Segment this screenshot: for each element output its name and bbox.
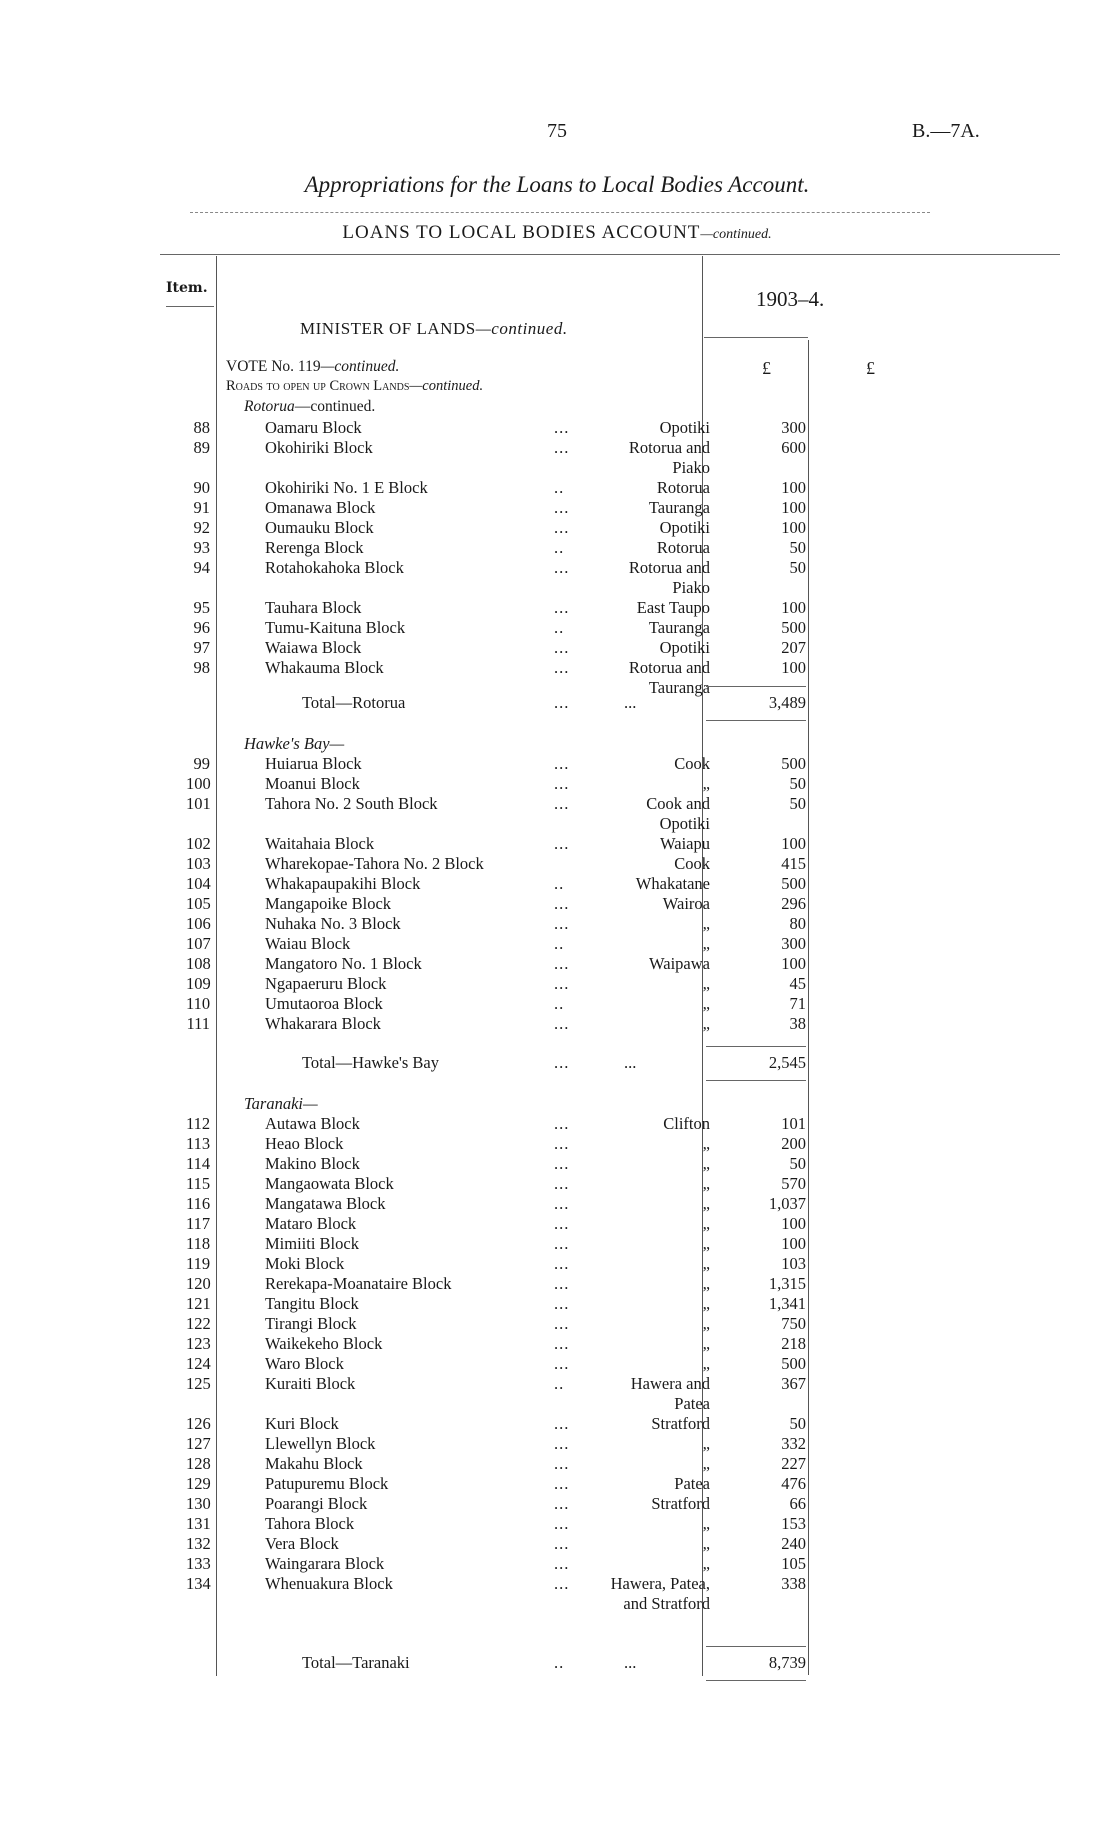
item-number: 134: [186, 1574, 211, 1593]
leader-dots: ...: [554, 1574, 570, 1593]
leader-dots: ...: [554, 774, 570, 793]
item-number: 93: [193, 538, 210, 557]
total-leader-dots-2: ...: [624, 1053, 637, 1072]
leader-dots: ...: [554, 954, 570, 973]
leader-dots: ..: [554, 994, 565, 1013]
district-name: „: [702, 1254, 710, 1273]
amount-value: 100: [781, 498, 806, 517]
leader-dots: ...: [554, 1274, 570, 1293]
leader-dots: ...: [554, 754, 570, 773]
amount-value: 38: [789, 1014, 806, 1033]
amount-value: 103: [781, 1254, 806, 1273]
item-number: 99: [193, 754, 210, 773]
amount-value: 71: [789, 994, 806, 1013]
block-name: Vera Block: [265, 1534, 339, 1553]
district-name: „: [702, 1434, 710, 1453]
amount-value: 80: [789, 914, 806, 933]
total-leader-dots: ...: [554, 693, 570, 712]
district-name: Rotorua and: [628, 438, 710, 457]
district-name: „: [702, 1274, 710, 1293]
leader-dots: ..: [554, 618, 565, 637]
block-name: Kuri Block: [265, 1414, 339, 1433]
amount-value: 1,037: [768, 1194, 806, 1213]
leader-dots: ...: [554, 1154, 570, 1173]
block-name: Makahu Block: [265, 1454, 363, 1473]
item-number: 113: [186, 1134, 211, 1153]
leader-dots: ...: [554, 598, 570, 617]
district-name: „: [702, 1454, 710, 1473]
district-name: „: [702, 1194, 710, 1213]
block-name: Mangaowata Block: [265, 1174, 394, 1193]
leader-dots: ...: [554, 658, 570, 677]
item-number: 103: [186, 854, 211, 873]
district-name: Rotorua: [656, 538, 710, 557]
district-name: „: [702, 1014, 710, 1033]
total-label: Total—Rotorua: [302, 693, 406, 712]
amount-value: 476: [781, 1474, 806, 1493]
total-label: Total—Hawke's Bay: [302, 1053, 439, 1072]
item-number: 101: [186, 794, 211, 813]
leader-dots: ...: [554, 1294, 570, 1313]
amount-value: 227: [781, 1454, 806, 1473]
table-top-rule: [160, 254, 1060, 255]
district-name: „: [702, 914, 710, 933]
year-header: 1903–4.: [756, 287, 825, 311]
total-rule-hawkes-bay: [706, 1080, 806, 1081]
block-name: Mimiiti Block: [265, 1234, 359, 1253]
leader-dots: ...: [554, 914, 570, 933]
leader-dots: ...: [554, 974, 570, 993]
block-name: Omanawa Block: [265, 498, 376, 517]
block-name: Okohiriki No. 1 E Block: [265, 478, 428, 497]
amount-value: 101: [781, 1114, 806, 1133]
item-number: 97: [193, 638, 210, 657]
block-name: Whakarara Block: [265, 1014, 381, 1033]
leader-dots: ..: [554, 538, 565, 557]
item-number: 132: [186, 1534, 211, 1553]
document-reference: B.—7A.: [912, 120, 980, 142]
leader-dots: ...: [554, 1534, 570, 1553]
block-name: Nuhaka No. 3 Block: [265, 914, 401, 933]
block-name: Rerenga Block: [265, 538, 364, 557]
leader-dots: ...: [554, 1454, 570, 1473]
total-leader-dots: ..: [554, 1653, 565, 1672]
district-name: „: [702, 1294, 710, 1313]
leader-dots: ...: [554, 558, 570, 577]
leader-dots: ...: [554, 1314, 570, 1333]
district-name: „: [702, 774, 710, 793]
block-name: Tirangi Block: [265, 1314, 357, 1333]
block-name: Waikekeho Block: [265, 1334, 383, 1353]
item-number: 114: [186, 1154, 211, 1173]
block-name: Waiawa Block: [265, 638, 362, 657]
total-amount: 8,739: [768, 1653, 806, 1672]
leader-dots: ...: [554, 1554, 570, 1573]
item-number: 96: [193, 618, 210, 637]
district-name: Rotorua and: [628, 558, 710, 577]
district-name: Stratford: [651, 1494, 710, 1513]
leader-dots: ...: [554, 438, 570, 457]
leader-dots: ...: [554, 1414, 570, 1433]
item-number: 122: [186, 1314, 211, 1333]
leader-dots: ...: [554, 1434, 570, 1453]
leader-dots: ...: [554, 794, 570, 813]
item-column-header: Item.: [166, 280, 208, 296]
district-name: Piako: [672, 458, 710, 477]
item-number: 92: [193, 518, 210, 537]
district-name: „: [702, 934, 710, 953]
block-name: Autawa Block: [265, 1114, 360, 1133]
district-name: „: [702, 1334, 710, 1353]
leader-dots: ...: [554, 1354, 570, 1373]
item-number: 95: [193, 598, 210, 617]
leader-dots: ...: [554, 894, 570, 913]
leader-dots: ...: [554, 518, 570, 537]
block-name: Oamaru Block: [265, 418, 362, 437]
amount-value: 570: [781, 1174, 806, 1193]
block-name: Moanui Block: [265, 774, 360, 793]
amount-value: 50: [789, 1154, 806, 1173]
leader-dots: ...: [554, 1214, 570, 1233]
district-heading-hawkes-bay: Hawke's Bay—: [244, 734, 345, 753]
district-name: Cook and: [646, 794, 710, 813]
block-name: Patupuremu Block: [265, 1474, 389, 1493]
total-rule-taranaki: [706, 1680, 806, 1681]
total-leader-dots: ...: [554, 1053, 570, 1072]
item-number: 108: [186, 954, 211, 973]
district-name: Cook: [674, 754, 710, 773]
subtotal-rule-rotorua: [706, 686, 806, 687]
leader-dots: ...: [554, 1474, 570, 1493]
block-name: Kuraiti Block: [265, 1374, 356, 1393]
page-title: Appropriations for the Loans to Local Bodies Account.: [304, 172, 810, 197]
leader-dots: ..: [554, 874, 565, 893]
block-name: Umutaoroa Block: [265, 994, 383, 1013]
block-name: Mangatoro No. 1 Block: [265, 954, 422, 973]
amount-value: 50: [789, 538, 806, 557]
leader-dots: ..: [554, 934, 565, 953]
district-name: „: [702, 1134, 710, 1153]
amount-value: 200: [781, 1134, 806, 1153]
block-name: Waro Block: [265, 1354, 344, 1373]
item-number: 90: [193, 478, 210, 497]
block-name: Whakauma Block: [265, 658, 384, 677]
leader-dots: ...: [554, 418, 570, 437]
district-name: Hawera and: [630, 1374, 710, 1393]
amount-value: 300: [781, 934, 806, 953]
item-number: 123: [186, 1334, 211, 1353]
item-number: 120: [186, 1274, 211, 1293]
amount-value: 100: [781, 954, 806, 973]
district-name: Whakatane: [635, 874, 710, 893]
subtotal-rule-hawkes-bay: [706, 1046, 806, 1047]
district-name: „: [702, 1214, 710, 1233]
amount-value: 1,315: [768, 1274, 806, 1293]
item-number: 89: [193, 438, 210, 457]
item-header-rule: [166, 306, 214, 307]
leader-dots: ...: [554, 1254, 570, 1273]
amount-value: 100: [781, 658, 806, 677]
district-name: Piako: [672, 578, 710, 597]
block-name: Whenuakura Block: [265, 1574, 393, 1593]
amount-value: 66: [789, 1494, 806, 1513]
district-name: Rotorua: [656, 478, 710, 497]
district-name: „: [702, 1534, 710, 1553]
block-name: Llewellyn Block: [265, 1434, 376, 1453]
district-name: Opotiki: [659, 418, 710, 437]
district-name: „: [702, 1514, 710, 1533]
total-leader-dots-2: ...: [624, 693, 637, 712]
district-name: „: [702, 1154, 710, 1173]
block-name: Oumauku Block: [265, 518, 374, 537]
amount-value: 218: [781, 1334, 806, 1353]
amount-value: 100: [781, 1214, 806, 1233]
total-leader-dots-2: ...: [624, 1653, 637, 1672]
block-name: Mataro Block: [265, 1214, 357, 1233]
amount-value: 1,341: [768, 1294, 806, 1313]
leader-dots: ...: [554, 834, 570, 853]
amount-value: 500: [781, 1354, 806, 1373]
district-name: Clifton: [663, 1114, 710, 1133]
district-name: Tauranga: [648, 498, 710, 517]
item-number: 88: [193, 418, 210, 437]
leader-dots: ...: [554, 1194, 570, 1213]
item-number: 109: [186, 974, 211, 993]
district-name: Patea: [674, 1394, 710, 1413]
district-name: „: [702, 994, 710, 1013]
amount-value: 500: [781, 754, 806, 773]
district-name: Hawera, Patea,: [610, 1574, 710, 1593]
district-name: Wairoa: [662, 894, 710, 913]
district-name: East Taupo: [636, 598, 710, 617]
block-name: Waitahaia Block: [265, 834, 375, 853]
block-name: Okohiriki Block: [265, 438, 373, 457]
amount-value: 45: [789, 974, 806, 993]
item-number: 106: [186, 914, 211, 933]
block-name: Rotahokahoka Block: [265, 558, 404, 577]
item-number: 127: [186, 1434, 211, 1453]
amount-value: 750: [781, 1314, 806, 1333]
amount-value: 415: [781, 854, 806, 873]
block-name: Ngapaeruru Block: [265, 974, 387, 993]
district-name: Patea: [674, 1474, 710, 1493]
leader-dots: ...: [554, 498, 570, 517]
block-name: Tahora Block: [265, 1514, 355, 1533]
district-name: Tauranga: [648, 618, 710, 637]
block-name: Waiau Block: [265, 934, 351, 953]
item-number: 102: [186, 834, 211, 853]
leader-dots: ..: [554, 478, 565, 497]
total-rule-rotorua: [706, 720, 806, 721]
total-amount: 3,489: [768, 693, 806, 712]
amount-value: 50: [789, 558, 806, 577]
item-number: 119: [186, 1254, 211, 1273]
item-number: 117: [186, 1214, 211, 1233]
leader-dots: ...: [554, 1174, 570, 1193]
leader-dots: ...: [554, 638, 570, 657]
item-number: 98: [193, 658, 210, 677]
leader-dots: ...: [554, 1234, 570, 1253]
amount-value: 500: [781, 618, 806, 637]
amount-value: 105: [781, 1554, 806, 1573]
total-amount: 2,545: [768, 1053, 806, 1072]
block-name: Tauhara Block: [265, 598, 362, 617]
item-number: 126: [186, 1414, 211, 1433]
block-name: Tangitu Block: [265, 1294, 359, 1313]
amount-value: 240: [781, 1534, 806, 1553]
amount-value: 153: [781, 1514, 806, 1533]
district-name: Waipawa: [649, 954, 710, 973]
item-number: 112: [186, 1114, 211, 1133]
block-name: Whakapaupakihi Block: [265, 874, 421, 893]
amount-value: 338: [781, 1574, 806, 1593]
amount-value: 600: [781, 438, 806, 457]
item-number: 130: [186, 1494, 211, 1513]
block-name: Mangatawa Block: [265, 1194, 386, 1213]
total-label: Total—Taranaki: [302, 1653, 410, 1672]
item-number: 100: [186, 774, 211, 793]
district-name: Opotiki: [659, 638, 710, 657]
item-number: 107: [186, 934, 211, 953]
item-number: 94: [193, 558, 210, 577]
block-name: Wharekopae-Tahora No. 2 Block: [265, 854, 484, 873]
title-rule: [190, 212, 930, 213]
district-name: and Stratford: [623, 1594, 710, 1613]
vote-heading: VOTE No. 119—continued.: [226, 358, 400, 375]
item-number: 133: [186, 1554, 211, 1573]
item-number: 128: [186, 1454, 211, 1473]
item-number: 129: [186, 1474, 211, 1493]
item-number: 131: [186, 1514, 211, 1533]
district-name: Waiapu: [660, 834, 710, 853]
leader-dots: ..: [554, 1374, 565, 1393]
item-number: 91: [193, 498, 210, 517]
item-number: 121: [186, 1294, 211, 1313]
item-number: 124: [186, 1354, 211, 1373]
district-name: Rotorua and: [628, 658, 710, 677]
item-number: 115: [186, 1174, 211, 1193]
district-heading-taranaki: Taranaki—: [244, 1094, 318, 1113]
leader-dots: ...: [554, 1494, 570, 1513]
item-number: 116: [186, 1194, 211, 1213]
page-number: 75: [547, 120, 567, 142]
item-number: 125: [186, 1374, 211, 1393]
block-name: Rerekapa-Moanataire Block: [265, 1274, 452, 1293]
amount-value: 50: [789, 774, 806, 793]
item-number: 105: [186, 894, 211, 913]
block-name: Huiarua Block: [265, 754, 362, 773]
block-name: Tumu-Kaituna Block: [265, 618, 406, 637]
amount-column-divider: [808, 340, 809, 1675]
amount-value: 207: [781, 638, 806, 657]
leader-dots: ...: [554, 1014, 570, 1033]
subtotal-rule-taranaki: [706, 1646, 806, 1647]
leader-dots: ...: [554, 1514, 570, 1533]
block-name: Moki Block: [265, 1254, 345, 1273]
amount-value: 300: [781, 418, 806, 437]
item-number: 110: [186, 994, 211, 1013]
amount-value: 100: [781, 834, 806, 853]
district-name: „: [702, 974, 710, 993]
amount-value: 100: [781, 1234, 806, 1253]
amount-value: 296: [781, 894, 806, 913]
amount-value: 100: [781, 518, 806, 537]
leader-dots: ...: [554, 1334, 570, 1353]
leader-dots: ...: [554, 1114, 570, 1133]
block-name: Makino Block: [265, 1154, 360, 1173]
district-name: Opotiki: [659, 814, 710, 833]
item-number: 104: [186, 874, 211, 893]
section-subtitle: LOANS TO LOCAL BODIES ACCOUNT—continued.: [342, 222, 772, 243]
amount-value: 100: [781, 478, 806, 497]
item-column-divider: [216, 256, 217, 1676]
district-name: „: [702, 1554, 710, 1573]
amount-value: 500: [781, 874, 806, 893]
district-name: „: [702, 1354, 710, 1373]
block-name: Poarangi Block: [265, 1494, 368, 1513]
amount-value: 367: [781, 1374, 806, 1393]
pound-header-2: £: [866, 358, 875, 378]
item-number: 118: [186, 1234, 211, 1253]
district-name: Stratford: [651, 1414, 710, 1433]
block-name: Tahora No. 2 South Block: [265, 794, 438, 813]
minister-heading: MINISTER OF LANDS—continued.: [300, 319, 568, 338]
block-name: Waingarara Block: [265, 1554, 385, 1573]
block-name: Mangapoike Block: [265, 894, 392, 913]
district-name: „: [702, 1234, 710, 1253]
amount-value: 50: [789, 794, 806, 813]
district-heading-rotorua: Rotorua—continued.: [244, 398, 376, 415]
district-name: Tauranga: [648, 678, 710, 697]
item-number: 111: [186, 1014, 210, 1033]
block-name: Heao Block: [265, 1134, 344, 1153]
pound-header-1: £: [762, 358, 771, 378]
year-header-rule: [704, 337, 808, 338]
roads-heading: Roads to open up Crown Lands—continued.: [226, 378, 484, 394]
district-name: „: [702, 1174, 710, 1193]
amount-value: 50: [789, 1414, 806, 1433]
amount-value: 100: [781, 598, 806, 617]
district-name: Opotiki: [659, 518, 710, 537]
leader-dots: ...: [554, 1134, 570, 1153]
district-name: Cook: [674, 854, 710, 873]
amount-value: 332: [781, 1434, 806, 1453]
district-name: „: [702, 1314, 710, 1333]
